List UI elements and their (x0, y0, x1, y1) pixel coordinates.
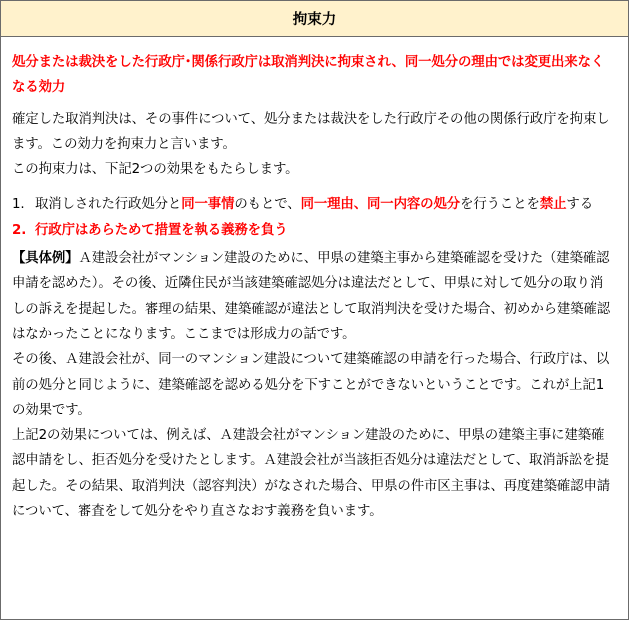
text-segment: を行うことを (460, 197, 540, 213)
list-item-1 (12, 192, 616, 217)
list-text: 行政庁はあらためて措置を執る義務を負う (35, 222, 288, 238)
emphasis-segment: 同一事情 (181, 197, 235, 213)
emphasis-segment: 同一理由、同一内容の処分 (300, 197, 461, 213)
text-segment: する (566, 197, 593, 213)
example-text: Ａ建設会社がマンション建設のために、甲県の建築主事から建築確認を受けた（建築確認申請を認めた）。その後、近隣住民が当該建築確認処分は違法だとして、甲県に対して処分の取り消しの訴えを提起した。審理の結果、建築確認が違法として取消判決を受けた場合、初めから建築確認はなかったことになります。ここまでは形成力の話です。 (12, 251, 611, 342)
box-title: 拘束力 (1, 1, 628, 37)
list-number: 1. (12, 197, 25, 213)
text-segment: のもとで、 (234, 197, 301, 213)
list-text (35, 192, 616, 217)
box-body (1, 37, 628, 524)
example-paragraph-2: その後、Ａ建設会社が、同一のマンション建設について建築確認の申請を行った場合、行政庁は、以前の処分と同じように、建築確認を認める処分を下すことができないということです。これが上記1の効果です。 (12, 352, 610, 418)
example-label: 【具体例】 (12, 251, 79, 267)
text-segment: 取消しされた行政処分と (35, 197, 182, 213)
list-number: 2. (12, 222, 27, 238)
emphasis-segment: 禁止 (539, 197, 567, 213)
intro-summary: この拘束力は、下記2つの効果をもたらします。 (12, 162, 299, 178)
list-item-2 (12, 218, 616, 243)
example-paragraph-3: 上記2の効果については、例えば、Ａ建設会社がマンション建設のために、甲県の建築主事に建築確認申請をし、拒否処分を受けたとします。Ａ建設会社が当該拒否処分は違法だとして、取消訴訟を提起した。その結果、取消判決（認容判決）がなされた場合、甲県の件市区主事は、再度建築確認申請について、審査をして処分をやり直さなおす義務を負います。 (12, 428, 611, 520)
intro-paragraph: 確定した取消判決は、その事件について、処分または裁決をした行政庁その他の関係行政庁を拘束します。この効力を拘束力と言います。 (12, 111, 610, 152)
example-paragraph-1 (12, 246, 616, 347)
lead-definition: 処分または裁決をした行政庁･関係行政庁は取消判決に拘束され、同一処分の理由では変更出来なくなる効力 (12, 55, 605, 96)
